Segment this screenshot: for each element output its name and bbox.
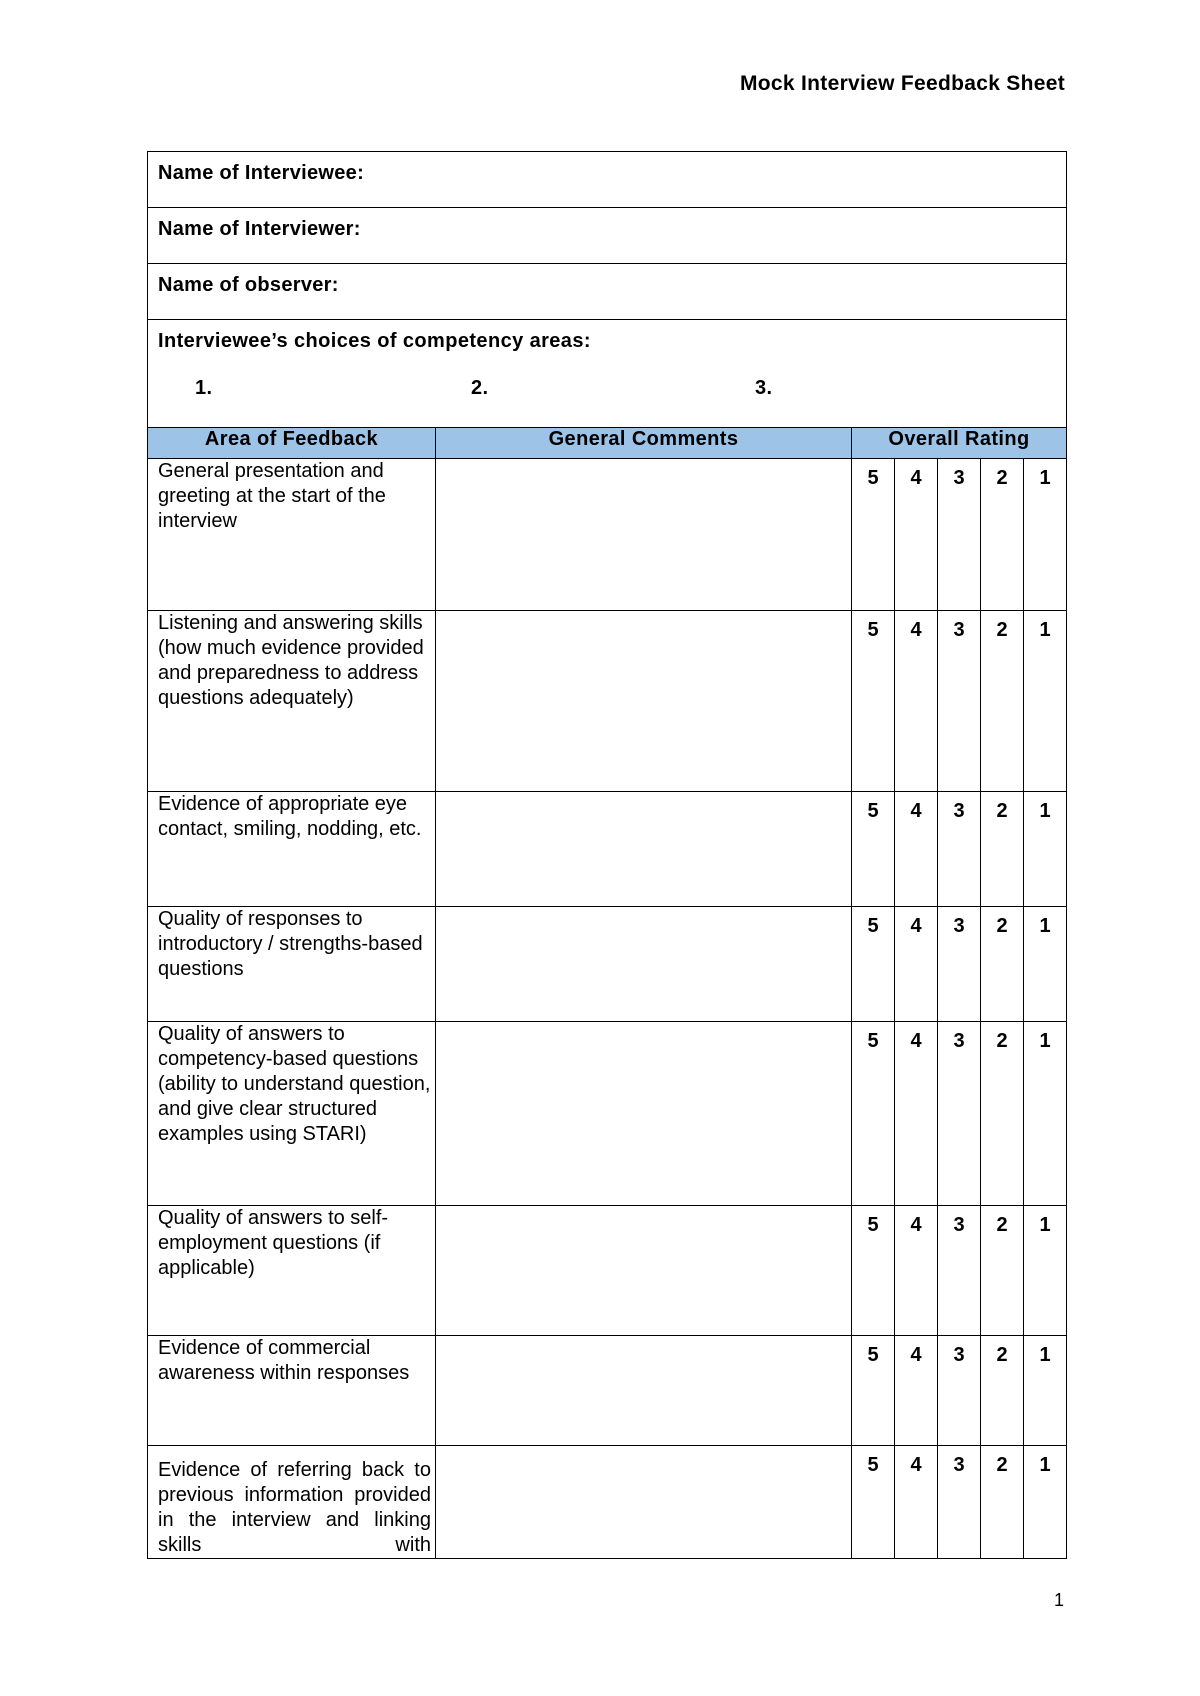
area-of-feedback-cell: Evidence of appropriate eye contact, smiling, nodding, etc. xyxy=(148,792,436,907)
rating-option-2[interactable]: 2 xyxy=(981,1446,1024,1559)
page-title: Mock Interview Feedback Sheet xyxy=(740,72,1065,95)
rating-option-5[interactable]: 5 xyxy=(852,907,895,1022)
competency-item-3: 3. xyxy=(755,377,773,399)
competency-item-2: 2. xyxy=(471,377,489,399)
interviewer-name-field[interactable] xyxy=(148,208,1067,264)
rating-option-3[interactable]: 3 xyxy=(938,611,981,792)
feedback-row xyxy=(148,1336,1067,1446)
rating-option-3[interactable]: 3 xyxy=(938,792,981,907)
rating-option-5[interactable]: 5 xyxy=(852,1022,895,1206)
rating-option-2[interactable]: 2 xyxy=(981,459,1024,611)
rating-option-5[interactable]: 5 xyxy=(852,1206,895,1336)
general-comments-cell[interactable] xyxy=(436,459,852,611)
rating-option-1[interactable]: 1 xyxy=(1024,1446,1067,1559)
competency-label: Interviewee’s choices of competency areas: xyxy=(158,330,591,352)
general-comments-cell[interactable] xyxy=(436,1022,852,1206)
rating-option-4[interactable]: 4 xyxy=(895,611,938,792)
rating-option-5[interactable]: 5 xyxy=(852,611,895,792)
area-of-feedback-cell: General presentation and greeting at the start of the interview xyxy=(148,459,436,611)
competency-areas-field[interactable] xyxy=(148,320,1067,428)
interviewer-label: Name of Interviewer: xyxy=(158,218,361,240)
area-of-feedback-cell: Quality of answers to competency-based questions (ability to understand question, and give clear structured examples using STARI) xyxy=(148,1022,436,1206)
rating-option-4[interactable]: 4 xyxy=(895,1022,938,1206)
feedback-rows xyxy=(148,459,1067,1559)
feedback-row xyxy=(148,459,1067,611)
area-of-feedback-cell: Listening and answering skills (how much evidence provided and preparedness to address questions adequately) xyxy=(148,611,436,792)
rating-option-1[interactable]: 1 xyxy=(1024,459,1067,611)
rating-option-4[interactable]: 4 xyxy=(895,1206,938,1336)
general-comments-cell[interactable] xyxy=(436,1206,852,1336)
rating-option-4[interactable]: 4 xyxy=(895,459,938,611)
general-comments-cell[interactable] xyxy=(436,1336,852,1446)
rating-option-1[interactable]: 1 xyxy=(1024,792,1067,907)
interviewee-name-field[interactable] xyxy=(148,152,1067,208)
rating-option-3[interactable]: 3 xyxy=(938,459,981,611)
rating-option-1[interactable]: 1 xyxy=(1024,1206,1067,1336)
observer-label: Name of observer: xyxy=(158,274,339,296)
rating-option-2[interactable]: 2 xyxy=(981,1022,1024,1206)
feedback-row xyxy=(148,1446,1067,1559)
rating-option-2[interactable]: 2 xyxy=(981,1206,1024,1336)
general-comments-cell[interactable] xyxy=(436,1446,852,1559)
observer-name-field[interactable] xyxy=(148,264,1067,320)
general-comments-cell[interactable] xyxy=(436,792,852,907)
rating-option-3[interactable]: 3 xyxy=(938,1206,981,1336)
rating-option-3[interactable]: 3 xyxy=(938,1446,981,1559)
header-overall-rating: Overall Rating xyxy=(852,428,1067,459)
rating-option-4[interactable]: 4 xyxy=(895,792,938,907)
area-of-feedback-cell: Quality of responses to introductory / strengths-based questions xyxy=(148,907,436,1022)
rating-option-5[interactable]: 5 xyxy=(852,792,895,907)
area-of-feedback-cell: Quality of answers to self-employment questions (if applicable) xyxy=(148,1206,436,1336)
rating-option-3[interactable]: 3 xyxy=(938,907,981,1022)
competency-item-1: 1. xyxy=(195,377,213,399)
rating-option-1[interactable]: 1 xyxy=(1024,1336,1067,1446)
header-general-comments: General Comments xyxy=(436,428,852,459)
header-area-of-feedback: Area of Feedback xyxy=(148,428,436,459)
general-comments-cell[interactable] xyxy=(436,611,852,792)
rating-option-5[interactable]: 5 xyxy=(852,1336,895,1446)
general-comments-cell[interactable] xyxy=(436,907,852,1022)
rating-option-2[interactable]: 2 xyxy=(981,792,1024,907)
rating-option-3[interactable]: 3 xyxy=(938,1022,981,1206)
rating-option-2[interactable]: 2 xyxy=(981,907,1024,1022)
feedback-table xyxy=(147,151,1067,1559)
feedback-row xyxy=(148,792,1067,907)
rating-option-5[interactable]: 5 xyxy=(852,1446,895,1559)
rating-option-1[interactable]: 1 xyxy=(1024,611,1067,792)
rating-option-2[interactable]: 2 xyxy=(981,1336,1024,1446)
feedback-row xyxy=(148,1022,1067,1206)
page-number: 1 xyxy=(1053,1590,1064,1610)
feedback-row xyxy=(148,907,1067,1022)
area-of-feedback-cell: Evidence of referring back to previous information provided in the interview and linking skills with xyxy=(148,1446,436,1559)
rating-option-2[interactable]: 2 xyxy=(981,611,1024,792)
rating-option-4[interactable]: 4 xyxy=(895,907,938,1022)
rating-option-5[interactable]: 5 xyxy=(852,459,895,611)
area-of-feedback-cell: Evidence of commercial awareness within responses xyxy=(148,1336,436,1446)
feedback-row xyxy=(148,1206,1067,1336)
rating-option-4[interactable]: 4 xyxy=(895,1446,938,1559)
rating-option-3[interactable]: 3 xyxy=(938,1336,981,1446)
rating-option-4[interactable]: 4 xyxy=(895,1336,938,1446)
rating-option-1[interactable]: 1 xyxy=(1024,907,1067,1022)
rating-option-1[interactable]: 1 xyxy=(1024,1022,1067,1206)
feedback-row xyxy=(148,611,1067,792)
interviewee-label: Name of Interviewee: xyxy=(158,162,365,184)
